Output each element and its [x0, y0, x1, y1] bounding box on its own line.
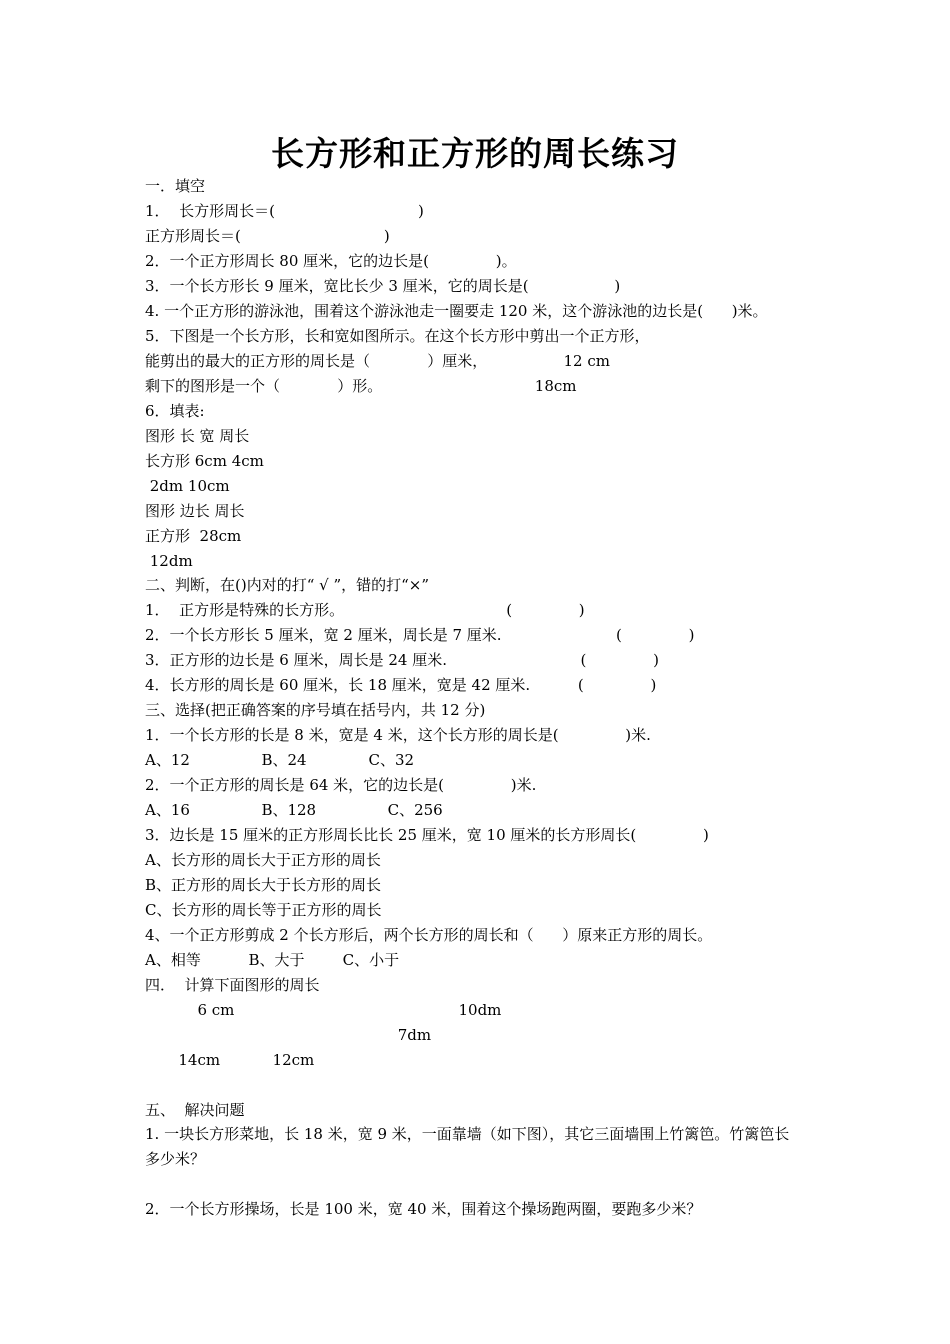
section-3-heading: 三、选择(把正确答案的序号填在括号内，共 12 分): [145, 701, 486, 719]
q1-1-square-perimeter: 正方形周长＝( ): [145, 227, 390, 245]
q3-3-option-b: B、正方形的周长大于长方形的周长: [145, 876, 382, 894]
table-square-row-1: 正方形 28cm: [145, 527, 242, 545]
q1-5-line-2: 能剪出的最大的正方形的周长是（ ）厘米， 12 cm: [145, 352, 610, 370]
table-rect-row-2: 2dm 10cm: [145, 477, 230, 495]
figure-labels-bottom: 14cm 12cm: [145, 1051, 315, 1069]
q1-5: 5．下图是一个长方形，长和宽如图所示。在这个长方形中剪出一个正方形，: [145, 327, 650, 345]
table-rect-header: 图形 长 宽 周长: [145, 427, 250, 445]
section-2-heading: 二、判断，在()内对的打“ √ ”，错的打“×”: [145, 576, 430, 594]
section-4-heading: 四． 计算下面图形的周长: [145, 976, 320, 994]
q3-3-option-a: A、长方形的周长大于正方形的周长: [145, 851, 381, 869]
q3-2-options: A、16 B、128 C、256: [145, 801, 443, 819]
q3-1-options: A、12 B、24 C、32: [145, 751, 415, 769]
q1-2: 2．一个正方形周长 80 厘米，它的边长是( )。: [145, 252, 517, 270]
q5-2: 2．一个长方形操场，长是 100 米，宽 40 米，围着这个操场跑两圈，要跑多少米？: [145, 1200, 702, 1218]
q2-3: 3．正方形的边长是 6 厘米，周长是 24 厘米. ( ): [145, 651, 659, 669]
q1-1-rect-perimeter: 1． 长方形周长＝( ): [145, 202, 424, 220]
q2-1: 1． 正方形是特殊的长方形。 ( ): [145, 601, 585, 619]
table-square-row-2: 12dm: [145, 552, 193, 570]
figure-labels-top: 6 cm 10dm: [145, 1001, 502, 1019]
section-5-heading: 五、 解决问题: [145, 1101, 245, 1119]
q1-3: 3．一个长方形长 9 厘米，宽比长少 3 厘米，它的周长是( ): [145, 277, 621, 295]
q3-4-options: A、相等 B、大于 C、小于: [145, 951, 400, 969]
q3-3: 3．边长是 15 厘米的正方形周长比长 25 厘米，宽 10 厘米的长方形周长( ): [145, 826, 709, 844]
q5-1-continued: 多少米？: [145, 1150, 206, 1168]
q1-6: 6．填表:: [145, 402, 205, 420]
figure-label-7dm: 7dm: [145, 1026, 432, 1044]
q2-4: 4．长方形的周长是 60 厘米，长 18 厘米，宽是 42 厘米. ( ): [145, 676, 657, 694]
q3-3-option-c: C、长方形的周长等于正方形的周长: [145, 901, 382, 919]
q2-2: 2．一个长方形长 5 厘米，宽 2 厘米，周长是 7 厘米. ( ): [145, 626, 695, 644]
section-1-heading: 一．填空: [145, 177, 206, 195]
q3-1: 1．一个长方形的长是 8 米，宽是 4 米，这个长方形的周长是( )米.: [145, 726, 651, 744]
q5-1: 1. 一块长方形菜地，长 18 米，宽 9 米，一面靠墙（如下图），其它三面墙围上竹篱笆。竹篱笆长: [145, 1125, 790, 1143]
q3-4: 4、一个正方形剪成 2 个长方形后，两个长方形的周长和（ ）原来正方形的周长。: [145, 926, 713, 944]
q1-5-line-3: 剩下的图形是一个（ ）形。 18cm: [145, 377, 577, 395]
page-title: 长方形和正方形的周长练习: [271, 134, 679, 173]
table-square-header: 图形 边长 周长: [145, 502, 245, 520]
table-rect-row-1: 长方形 6cm 4cm: [145, 452, 264, 470]
q1-4: 4. 一个正方形的游泳池，围着这个游泳池走一圈要走 120 米，这个游泳池的边长是( )米。: [145, 302, 768, 320]
q3-2: 2．一个正方形的周长是 64 米，它的边长是( )米.: [145, 776, 537, 794]
